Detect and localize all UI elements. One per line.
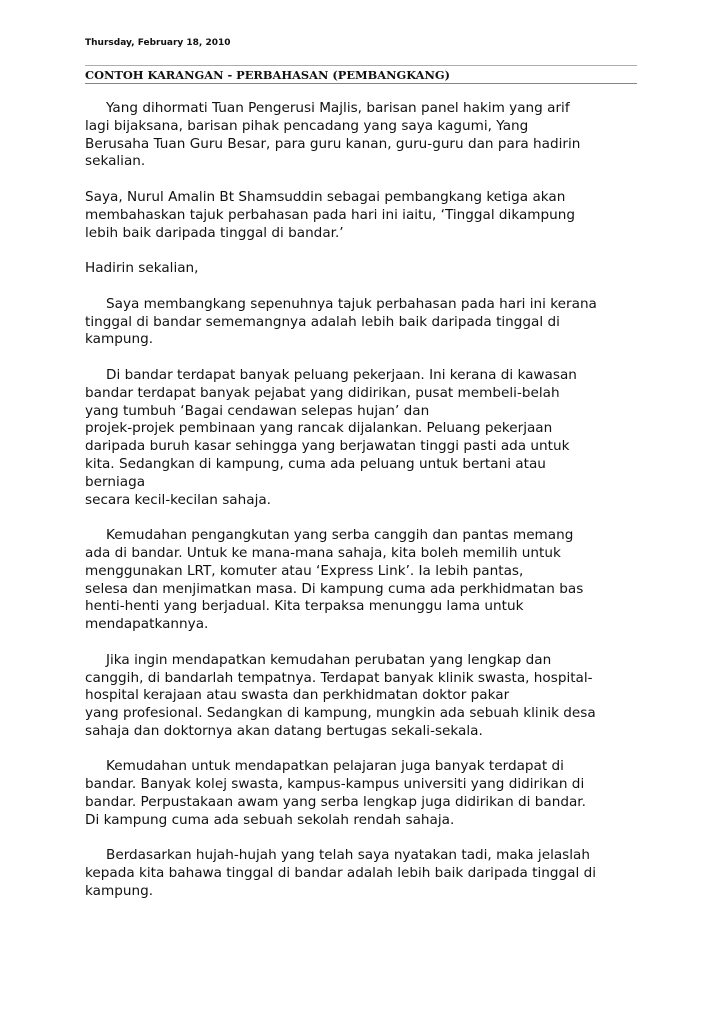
- text-line: yang tumbuh ‘Bagai cendawan selepas hujan’ dan: [85, 402, 430, 419]
- paragraph-3: [85, 260, 637, 278]
- text-line: yang profesional. Sedangkan di kampung, mungkin ada sebuah klinik desa: [85, 705, 596, 722]
- text-line: bandar. Banyak kolej swasta, kampus-kampus universiti yang didirikan di: [85, 776, 585, 793]
- text-line: Saya membangkang sepenuhnya tajuk perbahasan pada hari ini kerana: [106, 295, 597, 312]
- text-line: Jika ingin mendapatkan kemudahan perubatan yang lengkap dan: [106, 651, 552, 668]
- text-line: projek-projek pembinaan yang rancak dijalankan. Peluang pekerjaan: [85, 420, 553, 437]
- text-line: kampung.: [85, 331, 154, 348]
- document-body: [85, 100, 637, 901]
- paragraph-5: [85, 367, 637, 509]
- text-line: ada di bandar. Untuk ke mana-mana sahaja, kita boleh memilih untuk: [85, 544, 561, 561]
- text-line: kepada kita bahawa tinggal di bandar adalah lebih baik daripada tinggal di: [85, 865, 596, 882]
- text-line: hospital kerajaan atau swasta dan perkhidmatan doktor pakar: [85, 687, 510, 704]
- text-line: lagi bijaksana, barisan pihak pencadang yang saya kagumi, Yang: [85, 117, 529, 134]
- paragraph-1: [85, 100, 637, 171]
- text-line: membahaskan tajuk perbahasan pada hari ini iaitu, ‘Tinggal dikampung: [85, 206, 576, 223]
- text-line: Di bandar terdapat banyak peluang pekerjaan. Ini kerana di kawasan: [106, 366, 577, 383]
- text-line: Hadirin sekalian,: [85, 260, 199, 277]
- paragraph-8: [85, 758, 637, 829]
- text-line: tinggal di bandar sememangnya adalah lebih baik daripada tinggal di: [85, 313, 560, 330]
- text-line: Saya, Nurul Amalin Bt Shamsuddin sebagai pembangkang ketiga akan: [85, 188, 566, 205]
- text-line: Berusaha Tuan Guru Besar, para guru kanan, guru-guru dan para hadirin: [85, 135, 581, 152]
- text-line: bandar. Perpustakaan awam yang serba lengkap juga didirikan di bandar.: [85, 794, 586, 811]
- text-line: berniaga: [85, 473, 146, 490]
- text-line: secara kecil-kecilan sahaja.: [85, 491, 272, 508]
- text-line: kampung.: [85, 883, 154, 900]
- text-line: lebih baik daripada tinggal di bandar.’: [85, 224, 344, 241]
- text-line: daripada buruh kasar sehingga yang berjawatan tinggi pasti ada untuk: [85, 438, 570, 455]
- text-line: selesa dan menjimatkan masa. Di kampung cuma ada perkhidmatan bas: [85, 580, 584, 597]
- text-line: henti-henti yang berjadual. Kita terpaksa menunggu lama untuk: [85, 598, 524, 615]
- text-line: Yang dihormati Tuan Pengerusi Majlis, barisan panel hakim yang arif: [106, 100, 570, 116]
- text-line: menggunakan LRT, komuter atau ‘Express Link’. Ia lebih pantas,: [85, 562, 524, 579]
- paragraph-2: [85, 189, 637, 242]
- document-page: [85, 37, 637, 919]
- paragraph-7: [85, 652, 637, 741]
- document-date: Thursday, February 18, 2010: [85, 38, 231, 48]
- text-line: sahaja dan doktornya akan datang bertugas sekali-sekala.: [85, 722, 483, 739]
- document-title: CONTOH KARANGAN - PERBAHASAN (PEMBANGKANG): [85, 68, 451, 82]
- text-line: sekalian.: [85, 153, 146, 170]
- paragraph-6: [85, 527, 637, 634]
- text-line: Di kampung cuma ada sebuah sekolah rendah sahaja.: [85, 811, 455, 828]
- title-bar: [85, 65, 637, 84]
- text-line: bandar terdapat banyak pejabat yang didirikan, pusat membeli-belah: [85, 384, 560, 401]
- text-line: kita. Sedangkan di kampung, cuma ada peluang untuk bertani atau: [85, 455, 546, 472]
- text-line: Kemudahan untuk mendapatkan pelajaran juga banyak terdapat di: [106, 758, 564, 775]
- text-line: Berdasarkan hujah-hujah yang telah saya nyatakan tadi, maka jelaslah: [106, 847, 590, 864]
- text-line: mendapatkannya.: [85, 616, 209, 633]
- text-line: canggih, di bandarlah tempatnya. Terdapat banyak klinik swasta, hospital-: [85, 669, 593, 686]
- text-line: Kemudahan pengangkutan yang serba canggih dan pantas memang: [106, 527, 574, 544]
- paragraph-4: [85, 296, 637, 349]
- paragraph-9: [85, 847, 637, 900]
